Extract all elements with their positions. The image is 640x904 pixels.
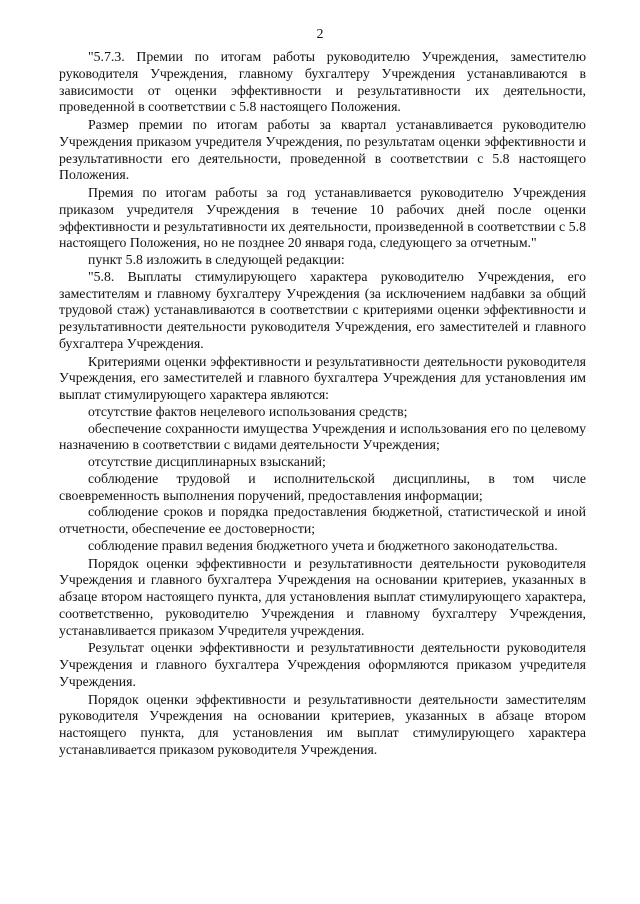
paragraph-5-7-3: "5.7.3. Премии по итогам работы руководителю Учреждения, заместителю руководителя Учреждения, главному бухгалтеру Учреждения устанавливаются в зависимости от оценки эффективности и результативности их деятельности, проведенной в соответствии с 5.8 настоящего Положения. [59, 49, 586, 115]
paragraph-assessment-result: Результат оценки эффективности и результативности деятельности руководителя Учреждения и главного бухгалтера Учреждения оформляются приказом учредителя Учреждения. [59, 640, 586, 689]
paragraph-assessment-order-deputies: Порядок оценки эффективности и результативности деятельности заместителям руководителя Учреждения на основании критериев, указанных в абзаце втором настоящего пункта, для установления им выплат стимулирующего характера устанавливается приказом руководителя Учреждения. [59, 691, 586, 757]
paragraph-5-8: "5.8. Выплаты стимулирующего характера руководителю Учреждения, его заместителям и главному бухгалтеру Учреждения (за исключением надбавки за общий трудовой стаж) устанавливаются в соответствии с критериями оценки эффективности и результативности деятельности руководителя Учреждения, его заместителей и главного бухгалтера Учреждения. [59, 268, 586, 351]
paragraph-quarterly-bonus: Размер премии по итогам работы за квартал устанавливается руководителю Учреждения приказом учредителя Учреждения, по результатам оценки эффективности и результативности его деятельности, проведенной в соответствии с 5.8 настоящего Положения. [59, 117, 586, 183]
document-body [59, 48, 586, 759]
criteria-item: соблюдение трудовой и исполнительской дисциплины, в том числе своевременность выполнения поручений, предоставления информации; [59, 470, 586, 503]
criteria-item: соблюдение сроков и порядка предоставления бюджетной, статистической и иной отчетности, обеспечение ее достоверности; [59, 504, 586, 536]
page-number: 2 [316, 27, 324, 42]
criteria-item: отсутствие фактов нецелевого использования средств; [88, 403, 408, 419]
criteria-item: соблюдение правил ведения бюджетного учета и бюджетного законодательства. [88, 537, 558, 553]
paragraph-assessment-order-head: Порядок оценки эффективности и результативности деятельности руководителя Учреждения и главного бухгалтера Учреждения на основании критериев, указанных в абзаце втором настоящего пункта, для установления выплат стимулирующего характера, соответственно, руководителю Учреждения и главному бухгалтеру Учреждения, устанавливается приказом Учредителя учреждения. [59, 555, 586, 638]
criteria-item: отсутствие дисциплинарных взысканий; [88, 454, 326, 469]
paragraph-criteria-intro: Критериями оценки эффективности и результативности деятельности руководителя Учреждения, его заместителей и главного бухгалтера Учреждения для установления им выплат стимулирующего характера являются: [59, 353, 586, 402]
criteria-item: обеспечение сохранности имущества Учреждения и использования его по целевому назначению в соответствии с видами деятельности Учреждения; [59, 420, 586, 453]
paragraph-annual-bonus: Премия по итогам работы за год устанавливается руководителю Учреждения приказом учредителя Учреждения в течение 10 рабочих дней после оценки эффективности и результативности их деятельности, произведенной в соответствии с 5.8 настоящего Положения, но не позднее 20 января года, следующего за отчетным." [59, 185, 586, 251]
paragraph-amendment-intro: пункт 5.8 изложить в следующей редакции: [88, 252, 345, 267]
